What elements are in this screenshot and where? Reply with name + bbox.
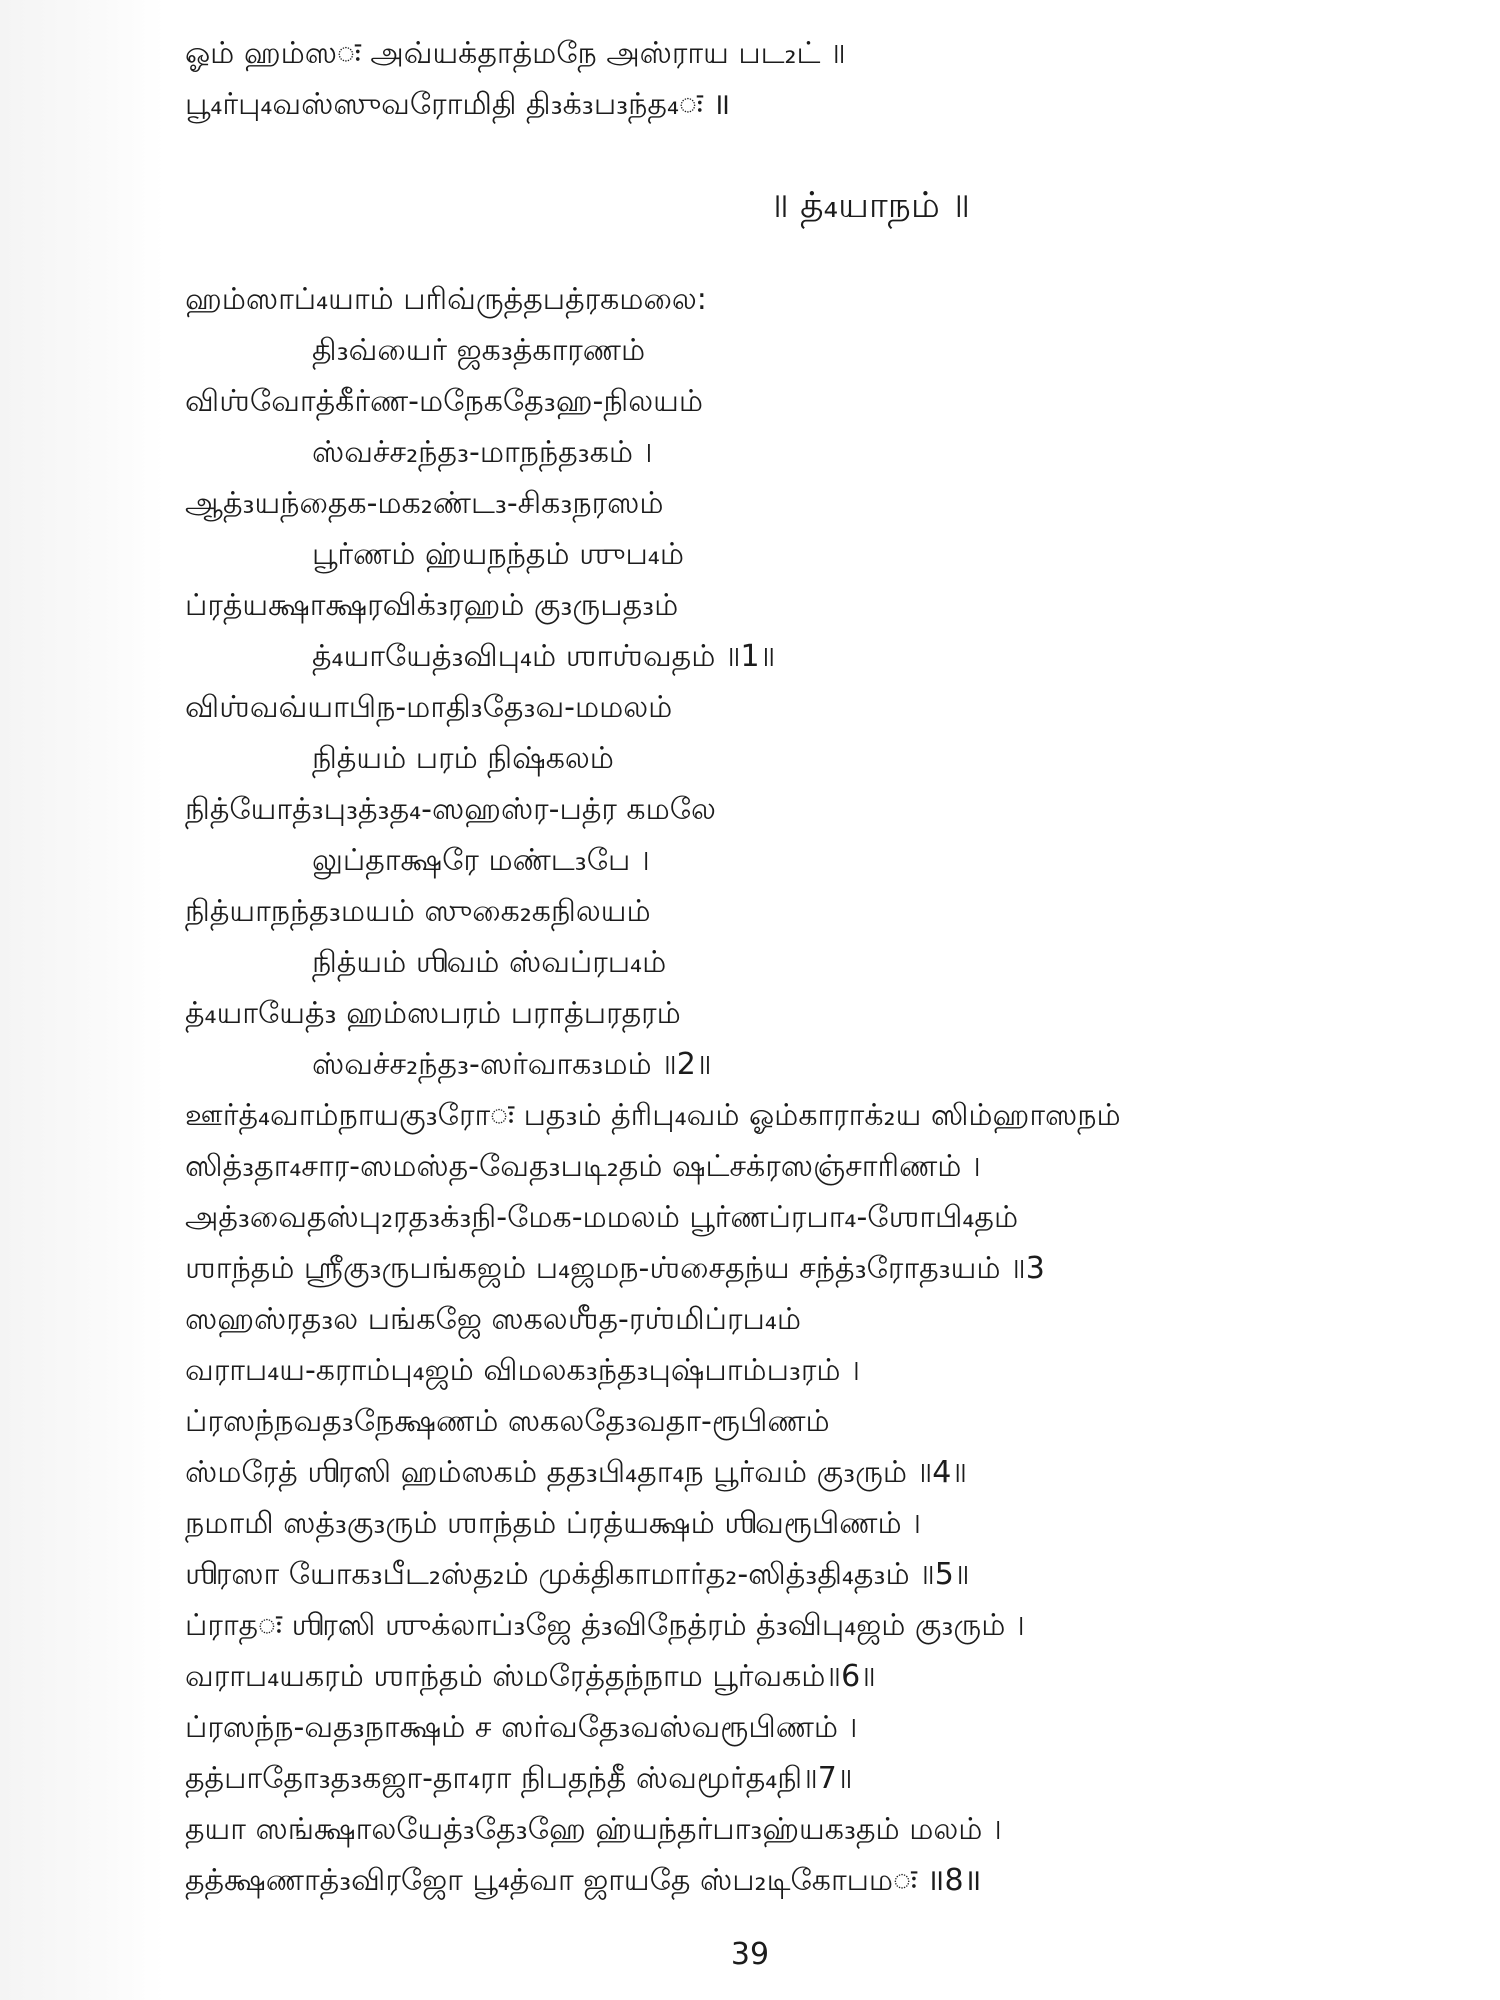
verse-line: தி₃வ்யைர் ஜக₃த்காரணம்	[312, 333, 646, 368]
verse-line: நித்யாநந்த₃மயம் ஸுகை₂கநிலயம்	[185, 894, 651, 929]
verse-line: ப்ரத்யக்ஷாக்ஷரவிக்₃ரஹம் கு₃ருபத₃ம்	[185, 588, 679, 623]
verse-line: லுப்தாக்ஷரே மண்ட₃பே ।	[312, 843, 650, 878]
verse-line: த்₄யாயேத்₃விபு₄ம் ஶாஶ்வதம் ॥1॥	[312, 639, 776, 674]
verse-line: பூர்ணம் ஹ்யநந்தம் ஶுப₄ம்	[312, 537, 684, 572]
verse-line: ஶாந்தம் ஶ்ரீகு₃ருபங்கஜம் ப₄ஜமந-ஶ்சைதந்ய சந்த்₃ரோத₃யம் ॥3	[185, 1251, 1045, 1286]
verse-line: ஸ்வச்ச₂ந்த₃-மாநந்த₃கம் ।	[312, 435, 653, 470]
verse-line: ஶிரஸா யோக₃பீட₂ஸ்த₂ம் முக்திகாமார்த₂-ஸித்₃தி₄த₃ம் ॥5॥	[185, 1557, 970, 1592]
intro-line-1: ஓம் ஹம்ஸः அவ்யக்தாத்மநே அஸ்ராய பட₂ட் ॥	[185, 36, 846, 71]
verse-block	[185, 274, 1405, 1906]
verse-line: ஊர்த்₄வாம்நாயகு₃ரோः பத₃ம் த்ரிபு₄வம் ஓம்காராக்₂ய ஸிம்ஹாஸநம்	[185, 1098, 1121, 1133]
verse-line: ஸ்வச்ச₂ந்த₃-ஸர்வாக₃மம் ॥2॥	[312, 1047, 712, 1082]
verse-line: த்₄யாயேத்₃ ஹம்ஸபரம் பராத்பரதரம்	[185, 996, 681, 1031]
verse-line: ஸித்₃தா₄சார-ஸமஸ்த-வேத₃படி₂தம் ஷட்சக்ரஸஞ்சாரிணம் ।	[185, 1149, 981, 1184]
verse-line: ப்ரஸந்நவத₃நேக்ஷணம் ஸகலதே₃வதா-ரூபிணம்	[185, 1404, 830, 1439]
verse-line: தத்பாதோ₃த₃கஜா-தா₄ரா நிபதந்தீ ஸ்வமூர்த₄நி॥7॥	[185, 1761, 853, 1796]
verse-line: நமாமி ஸத்₃கு₃ரும் ஶாந்தம் ப்ரத்யக்ஷம் ஶிவரூபிணம் ।	[185, 1506, 922, 1541]
verse-line: ஆத்₃யந்தைக-மக₂ண்ட₃-சிக₃நரஸம்	[185, 486, 664, 521]
verse-line: ப்ராதः ஶிரஸி ஶுக்லாப்₃ஜே த்₃விநேத்ரம் த்₃விபு₄ஜம் கு₃ரும் ।	[185, 1608, 1025, 1643]
verse-line: நித்யோத்₃பு₃த்₃த₄-ஸஹஸ்ர-பத்ர கமலே	[185, 792, 716, 827]
verse-line: அத்₃வைதஸ்பு₂ரத₃க்₃நி-மேக-மமலம் பூர்ணப்ரபா₄-ஶோபி₄தம்	[185, 1200, 1019, 1235]
verse-line: விஶ்வோத்கீர்ண-மநேகதே₃ஹ-நிலயம்	[185, 384, 703, 419]
verse-line: ஸ்மரேத் ஶிரஸி ஹம்ஸகம் தத₃பி₄தா₄ந பூர்வம் கு₃ரும் ॥4॥	[185, 1455, 967, 1490]
page-number: 39	[730, 1937, 770, 1972]
verse-line: ப்ரஸந்ந-வத₃நாக்ஷம் ச ஸர்வதே₃வஸ்வரூபிணம் ।	[185, 1710, 858, 1745]
verse-line: நித்யம் பரம் நிஷ்கலம்	[312, 741, 614, 776]
verse-line: வராப₄ய-கராம்பு₄ஜம் விமலக₃ந்த₃புஷ்பாம்ப₃ரம் ।	[185, 1353, 860, 1388]
scan-margin-shadow	[0, 0, 165, 2000]
section-heading: ॥ த்₄யாநம் ॥	[769, 185, 971, 226]
verse-line: நித்யம் ஶிவம் ஸ்வப்ரப₄ம்	[312, 945, 667, 980]
book-page	[185, 28, 1405, 1958]
verse-line: விஶ்வவ்யாபிந-மாதி₃தே₃வ-மமலம்	[185, 690, 673, 725]
verse-line: ஹம்ஸாப்₄யாம் பரிவ்ருத்தபத்ரகமலை:	[185, 282, 707, 317]
verse-line: தத்க்ஷணாத்₃விரஜோ பூ₄த்வா ஜாயதே ஸ்ப₂டிகோபமः ॥8॥	[185, 1863, 982, 1898]
verse-line: ஸஹஸ்ரத₃ல பங்கஜே ஸகலஶீத-ரஶ்மிப்ரப₄ம்	[185, 1302, 801, 1337]
verse-line: வராப₄யகரம் ஶாந்தம் ஸ்மரேத்தந்நாம பூர்வகம்॥6॥	[185, 1659, 876, 1694]
verse-line: தயா ஸங்க்ஷாலயேத்₃தே₃ஹே ஹ்யந்தர்பா₃ஹ்யக₃தம் மலம் ।	[185, 1812, 1002, 1847]
intro-line-2: பூ₄ர்பு₄வஸ்ஸுவரோமிதி தி₃க்₃ப₃ந்த₄ः ॥	[185, 87, 731, 122]
